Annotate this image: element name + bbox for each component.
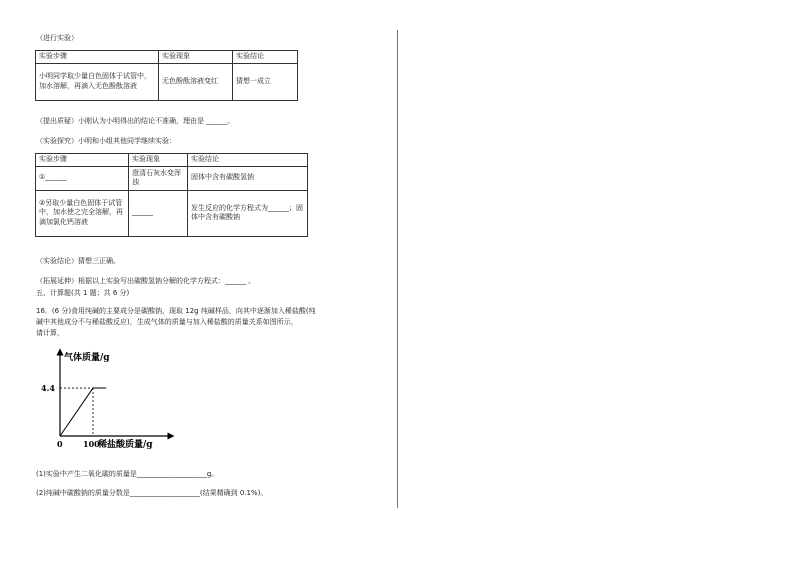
experiment-table-2 [35,153,308,237]
section-explore: （实验探究）小明和小组其他同学继续实验： [36,137,176,145]
question-2: (2)纯碱中碳酸钠的质量分数是____________________(结果精确到 0.1%)。 [36,489,268,497]
table-cell: 发生反应的化学方程式为______；固体中含有碳酸钠 [188,190,308,236]
table-header-cell: 实验步骤 [36,154,129,167]
table-header-row [36,154,308,167]
experiment-table-1 [35,50,298,101]
problem-16-line-1: 16．(6 分)食用纯碱的主要成分是碳酸钠，现取 12g 纯碱样品，向其中逐渐加入稀盐酸(纯 [36,307,316,315]
table-cell: 固体中含有碳酸氢钠 [188,166,308,190]
question-doubt: （提出质疑）小刚认为小明得出的结论不准确，理由是 ______。 [36,117,235,125]
table-header-cell: 实验现象 [129,154,188,167]
section-conduct-experiment: （进行实验） [36,34,78,42]
table-header-cell: 实验结论 [188,154,308,167]
origin-label: 0 [57,439,63,449]
gas-mass-series-line [60,388,106,436]
y-tick-label: 4.4 [41,383,55,394]
problem-16-line-3: 请计算， [36,329,64,337]
x-axis-label: 稀盐酸质量/g [98,440,153,450]
table-cell: 澄清石灰水变浑浊 [129,166,188,190]
section-conclusion: （实验结论）猜想三正确。 [36,257,120,265]
table-row [36,190,308,236]
x-tick-label: 100 [83,439,100,449]
gas-mass-chart [36,348,176,454]
table-cell: ②另取少量白色固体于试管中，加水使之完全溶解，再滴加氯化钙溶液 [36,190,129,236]
table-header-cell: 实验现象 [159,51,233,64]
column-divider [397,30,398,508]
table-header-cell: 实验结论 [233,51,298,64]
table-cell: ①______ [36,166,129,190]
question-1: (1)实验中产生二氧化碳的质量是____________________g。 [36,470,219,478]
y-axis-label: 气体质量/g [64,353,110,363]
table-cell: 无色酚酞溶液变红 [159,63,233,100]
table-cell: 小明同学取少量白色固体于试管中，加水溶解，再滴入无色酚酞溶液 [36,63,159,100]
section-heading-calculation: 五、计算题(共 1 题；共 6 分) [36,289,130,297]
table-cell: ______ [129,190,188,236]
table-cell: 猜想一成立 [233,63,298,100]
table-header-row [36,51,298,64]
section-extension: （拓展延伸）根据以上实验写出碳酸氢钠分解的化学方程式：______ 。 [36,277,256,285]
table-row [36,166,308,190]
table-row [36,63,298,100]
table-header-cell: 实验步骤 [36,51,159,64]
problem-16-line-2: 碱中其他成分不与稀盐酸反应)，生成气体的质量与加入稀盐酸的质量关系如图所示， [36,318,298,326]
